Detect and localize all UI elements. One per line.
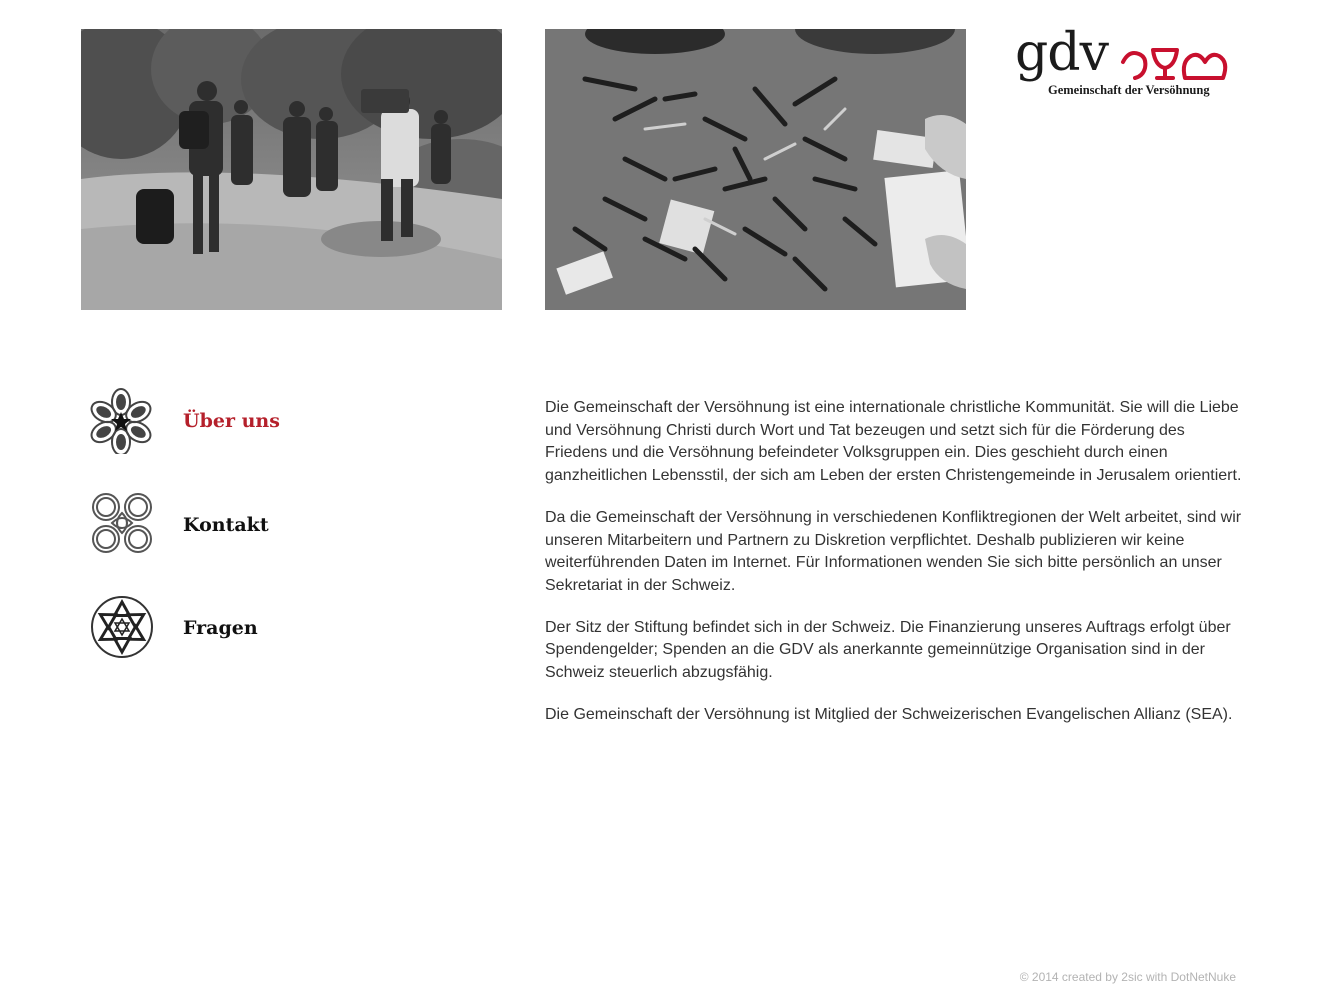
content-paragraph: Die Gemeinschaft der Versöhnung ist eine internationale christliche Kommunität. Sie will die Liebe und Versöhnung Christi durch Wort und Tat bezeugen und setzt sich für die Förderung des Friedens und die Versöhnung befeindeter Volksgruppen ein. Dies geschieht durch einen ganzheitlichen Lebensstil, der sich am Leben der ersten Christengemeinde in Jerusalem orientiert. <box>545 399 1242 485</box>
logo-subtitle: Gemeinschaft der Versöhnung <box>1048 83 1210 97</box>
nav-item-kontakt[interactable] <box>83 490 343 560</box>
footer-credit[interactable]: © 2014 created by 2sic with DotNetNuke <box>1019 970 1236 984</box>
nav-label-ueber-uns: Über uns <box>183 410 280 432</box>
content-paragraph: Da die Gemeinschaft der Versöhnung in verschiedenen Konfliktregionen der Welt arbeitet, sind wir unseren Mitarbeitern und Partnern zu Diskretion verpflichtet. Deshalb publizieren wir keine weiterführenden Daten im Internet. Für Informationen wenden Sie sich bitte persönlich an unser Sekretariat in der Schweiz. <box>545 508 1242 594</box>
pencils-photo <box>545 29 966 310</box>
hearts-knot-emblem-icon <box>83 490 161 556</box>
content-paragraph: Die Gemeinschaft der Versöhnung ist Mitglied der Schweizerischen Evangelischen Allianz (SEA). <box>545 705 1233 723</box>
nav-item-ueber-uns[interactable] <box>83 388 343 458</box>
nav-label-kontakt: Kontakt <box>183 514 269 536</box>
hikers-photo <box>81 29 502 310</box>
star-flower-emblem-icon <box>83 388 161 454</box>
chalice-heart-icon <box>1119 44 1237 84</box>
content-paragraph: Der Sitz der Stiftung befindet sich in der Schweiz. Die Finanzierung unseres Auftrags erfolgt über Spendengelder; Spenden an die GDV als anerkannte gemeinnützige Organisation sind in der Schweiz steuerlich abzugsfähig. <box>545 618 1231 682</box>
gdv-logo[interactable] <box>1015 23 1240 102</box>
logo-letters: gdv <box>1015 23 1108 83</box>
nav-item-fragen[interactable] <box>83 594 343 664</box>
triangle-wheel-emblem-icon <box>83 594 161 660</box>
nav-label-fragen: Fragen <box>183 617 258 639</box>
about-text <box>545 397 1245 745</box>
